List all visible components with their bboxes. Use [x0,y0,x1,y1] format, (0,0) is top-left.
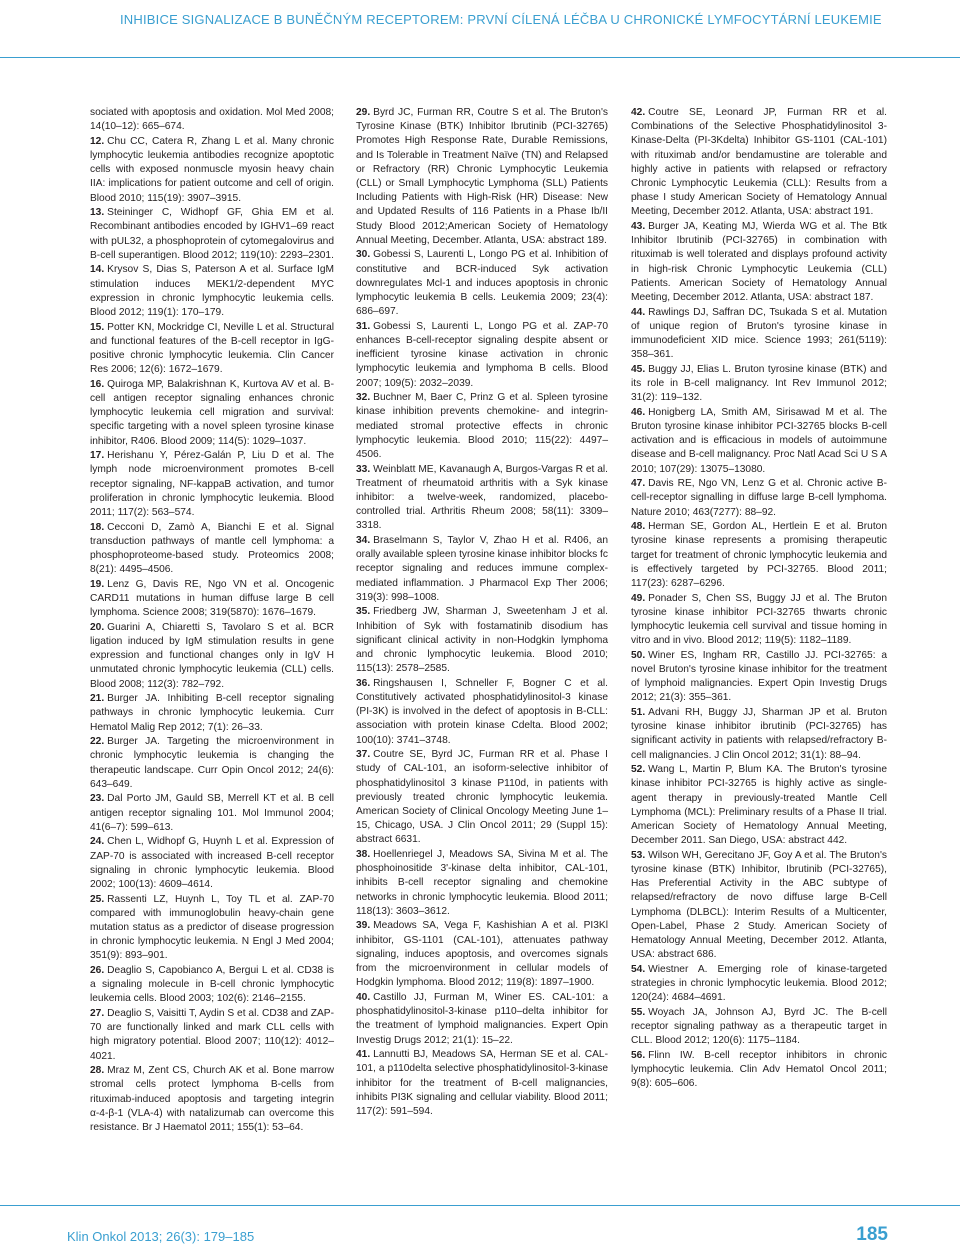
reference-number: 46. [631,406,646,418]
reference-column-right [631,106,887,1092]
reference-entry [356,248,608,319]
reference-text: Rassenti LZ, Huynh L, Toy TL et al. ZAP-70 compared with immunoglobulin heavy-chain gene mutation status as a predictor of disease progression in chronic lymphocytic leukemia. N Engl J Med 2004; 351(9): 893–901. [90,893,334,962]
reference-entry [90,378,334,449]
reference-entry [631,849,887,963]
reference-text: Wang L, Martin P, Blum KA. The Bruton's tyrosine kinase inhibitor PCI-32765 is highly active as single-agent therapy in previously-treated Mantle Cell Lymphoma (MCL): Preliminary results of a Phase II trial. American Society of Hematology Annual Meeting, December 2011. San Diego, USA: abstract 442. [631,764,887,847]
reference-entry [90,321,334,378]
reference-entry [356,991,608,1048]
reference-number: 39. [356,920,371,932]
reference-number: 56. [631,1049,646,1061]
reference-entry [356,748,608,847]
reference-entry [356,848,608,919]
reference-entry [631,592,887,649]
reference-entry [631,1006,887,1049]
reference-text: Rawlings DJ, Saffran DC, Tsukada S et al. Mutation of unique region of Bruton's tyrosine kinase in immunodeficient XID mice. Science 1993; 261(5119): 358–361. [631,306,887,361]
reference-text: Potter KN, Mockridge CI, Neville L et al. Structural and functional features of the B-cell receptor in IgG-positive chronic lymphocytic leukemia. Clin Cancer Res 2006; 12(6): 1672–1679. [90,321,334,376]
reference-entry [90,106,334,134]
reference-number: 40. [356,991,371,1003]
reference-entry [631,106,887,220]
reference-number: 38. [356,849,371,861]
reference-entry [90,1007,334,1064]
reference-number: 44. [631,306,646,318]
reference-text: Buggy JJ, Elias L. Bruton tyrosine kinase (BTK) and its role in B-cell malignancy. Int Rev Immunol 2012; 31(2): 119–132. [631,363,887,404]
reference-entry [90,735,334,792]
reference-entry [90,135,334,206]
reference-text: Herishanu Y, Pérez-Galán P, Liu D et al. The lymph node microenvironment promotes B-cell receptor signaling, NF-kappaB activation, and tumor proliferation in chronic lymphocytic leukemia. Blood 2011; 117(2): 563–574. [90,450,334,519]
reference-text: Advani RH, Buggy JJ, Sharman JP et al. Bruton tyrosine kinase inhibitor ibrutinib (PCI-32765) has significant activity in patients with relapsed/refractory B-cell malignancies. J Clin Oncol 2012; 31(1): 88–94. [631,707,887,761]
reference-entry [90,835,334,892]
reference-entry [90,263,334,320]
reference-entry [356,919,608,990]
reference-text: Castillo JJ, Furman M, Winer ES. CAL-101: a phosphatidylinositol-3-kinase p110–delta inhibitor for the treatment of lymphoid malignancies. Expert Opin Investig Drugs 2012; 21(1): 15–22. [356,991,608,1046]
reference-text: Lannutti BJ, Meadows SA, Herman SE et al. CAL-101, a p110delta selective phosphatidylinositol-3-kinase inhibitor for the treatment of B-cell malignancies, inhibits PI3K signaling and cellular viability. Blood 2011; 117(2): 591–594. [356,1049,608,1117]
reference-number: 20. [90,621,105,633]
reference-number: 34. [356,535,371,547]
journal-citation: Klin Onkol 2013; 26(3): 179–185 [67,1229,255,1244]
reference-text: Byrd JC, Furman RR, Coutre S et al. The Bruton's Tyrosine Kinase (BTK) Inhibitor Ibrutinib (PCI-32765) Promotes High Response Rate, Durable Remissions, and Is Tolerable in Treatment Naïve (TN) and Relapsed or Refractory (RR) Chronic Lymphocytic Leukemia (CLL) or Small Lymphocytic Lymphoma (SLL) Patients Including Patients with High-Risk (HR) Disease: New and Updated Results of 116 Patients in a Phase Ib/II Study Blood 2012;American Society of Hematology Annual Meeting, December. Atlanta, USA: abstract 189. [356,107,608,246]
reference-entry [356,534,608,605]
reference-text: Mraz M, Zent CS, Church AK et al. Bone marrow stromal cells protect lymphoma B-cells from rituximab-induced apoptosis and targeting integrin α-4-β-1 (VLA-4) with natalizumab can overcome this resistance. Br J Haematol 2011; 155(1): 53–64. [90,1065,334,1134]
reference-number: 31. [356,320,371,332]
reference-entry [90,964,334,1007]
reference-number: 51. [631,707,646,719]
reference-number: 25. [90,893,105,905]
reference-entry [631,706,887,763]
reference-number: 18. [90,521,105,533]
reference-text: Dal Porto JM, Gauld SB, Merrell KT et al. B cell antigen receptor signaling 101. Mol Immunol 2004; 41(6–7): 599–613. [90,793,334,833]
page-number: 185 [856,1224,888,1245]
reference-text: Buchner M, Baer C, Prinz G et al. Spleen tyrosine kinase inhibition prevents chemokine- and integrin-mediated stromal protective effects in chronic lymphocytic leukemia. Blood 2010; 115(22): 4497–4506. [356,392,608,461]
reference-number: 42. [631,107,646,118]
reference-number: 54. [631,963,646,975]
reference-text: Wiestner A. Emerging role of kinase-targeted strategies in chronic lymphocytic leukemia. Blood 2012; 120(24): 4684–4691. [631,963,887,1004]
reference-text: Flinn IW. B-cell receptor inhibitors in chronic lymphocytic leukemia. Clin Adv Hematol Oncol 2011; 9(8): 605–606. [631,1049,887,1090]
reference-entry [631,363,887,406]
reference-entry [631,1049,887,1092]
reference-text: Weinblatt ME, Kavanaugh A, Burgos-Vargas R et al. Treatment of rheumatoid arthritis with a Syk kinase inhibitor: a twelve-week, randomized, placebo-controlled trial. Arthritis Rheum 2008; 58(11): 3309–3318. [356,463,608,532]
reference-number: 30. [356,249,371,261]
reference-number: 17. [90,450,105,462]
reference-entry [631,406,887,477]
reference-text: Gobessi S, Laurenti L, Longo PG et al. Inhibition of constitutive and BCR-induced Syk activation downregulates Mcl-1 and induces apoptosis in chronic lymphocytic leukemia B cells. Leukemia 2009; 23(4): 686–697. [356,249,608,318]
reference-text: Meadows SA, Vega F, Kashishian A et al. PI3Kl inhibitor, GS-1101 (CAL-101), attenuates pathway signaling, induces apoptosis, and overcomes signals from the microenvironment in cellular models of Hodgkin lymphoma. Blood 2012; 119(8): 1897–1900. [356,920,608,989]
reference-number: 27. [90,1008,105,1020]
reference-text: Honigberg LA, Smith AM, Sirisawad M et al. The Bruton tyrosine kinase inhibitor PCI-32765 blocks B-cell activation and is efficacious in models of autoimmune disease and B-cell malignancy. Proc Natl Acad Sci U S A 2010; 107(29): 13075–13080. [631,406,887,475]
reference-text: Woyach JA, Johnson AJ, Byrd JC. The B-cell receptor signaling pathway as a therapeutic target in CLL. Blood 2012; 120(6): 1175–1184. [631,1006,887,1047]
reference-entry [356,391,608,462]
reference-text: Braselmann S, Taylor V, Zhao H et al. R406, an orally available spleen tyrosine kinase inhibitor blocks fc receptor signaling and reduces immune complex-mediated inflammation. J Pharmacol Exp Ther 2006; 319(3): 998–1008. [356,535,608,603]
reference-number: 33. [356,463,371,475]
reference-number: 15. [90,321,105,333]
reference-text: Herman SE, Gordon AL, Hertlein E et al. Bruton tyrosine kinase represents a promising therapeutic target for treatment of chronic lymphocytic leukemia and is effectively targeted by PCI-32765. Blood 2011; 117(23): 6287–6296. [631,521,887,590]
reference-text: Ponader S, Chen SS, Buggy JJ et al. The Bruton tyrosine kinase inhibitor PCI-32765 thwarts chronic lymphocytic leukemia cell survival and tissue homing in vitro and in vivo. Blood 2012; 119(5): 1182–1189. [631,592,887,647]
reference-number: 47. [631,478,646,490]
reference-text: Deaglio S, Vaisitti T, Aydin S et al. CD38 and ZAP-70 are functionally linked and mark CLL cells with high migratory potential. Blood 2007; 110(12): 4012–4021. [90,1008,334,1062]
running-title: INHIBICE SIGNALIZACE B BUNĚČNÝM RECEPTOREM: PRVNÍ CÍLENÁ LÉČBA U CHRONICKÉ LYMFOCYTÁRNÍ LEUKEMIE [120,12,882,27]
reference-entry [90,692,334,735]
reference-text: Chu CC, Catera R, Zhang L et al. Many chronic lymphocytic leukemia antibodies recognize apoptotic cells with exposed nonmuscle myosin heavy chain IIA: implications for patient outcome and cell of origin. Blood 2010; 115(19): 3907–3915. [90,135,334,204]
reference-text: Guarini A, Chiaretti S, Tavolaro S et al. BCR ligation induced by IgM stimulation results in gene expression and functional changes only in IgV H unmutated chronic lymphocytic leukemia (CLL) cells. Blood 2008; 112(3): 782–792. [90,621,334,690]
reference-number: 22. [90,736,105,748]
reference-column-middle [356,106,608,1120]
reference-number: 12. [90,135,105,147]
reference-number: 16. [90,378,105,390]
reference-text: Coutre SE, Leonard JP, Furman RR et al. Combinations of the Selective Phosphatidylinositol 3-Kinase-Delta (PI-3Kdelta) Inhibitor GS-1101 (CAL-101) with rituximab and/or bendamustine are tolerable and highly active in patients with relapsed or refractory Chronic Lymphocytic Leukemia (CLL): Results from a phase I study American Society of Hematology Annual Meeting, December 2012. Atlanta, USA: abstract 191. [631,107,887,218]
reference-text: Ringshausen I, Schneller F, Bogner C et al. Constitutively activated phosphatidylinositol-3 kinase (PI-3K) is involved in the defect of apoptosis in B-CLL: association with protein kinase Cdelta. Blood 2002; 100(10): 3741–3748. [356,677,608,746]
reference-number: 21. [90,693,105,705]
reference-number: 48. [631,521,646,533]
reference-number: 35. [356,606,371,618]
reference-entry [356,605,608,676]
reference-text: Burger JA, Keating MJ, Wierda WG et al. The Btk Inhibitor Ibrutinib (PCI-32765) in combination with rituximab is well tolerated and displays profound activity in high-risk Chronic Lymphocytic Leukemia (CLL) Patients. American Society of Hematology Annual Meeting, December 2012. Atlanta, USA: abstract 187. [631,221,887,304]
reference-column-left [90,106,334,1136]
reference-text: Winer ES, Ingham RR, Castillo JJ. PCI-32765: a novel Bruton's tyrosine kinase inhibitor for the treatment of lymphoid malignancies. Expert Opin Investig Drugs 2012; 21(3): 355–361. [631,649,887,704]
reference-entry [356,1048,608,1119]
reference-entry [90,578,334,621]
reference-entry [356,106,608,248]
reference-entry [90,1064,334,1135]
reference-number: 19. [90,578,105,590]
reference-text: sociated with apoptosis and oxidation. Mol Med 2008; 14(10–12): 665–674. [90,107,334,133]
reference-number: 49. [631,592,646,604]
reference-entry [90,449,334,520]
reference-entry [356,463,608,534]
reference-entry [90,893,334,964]
reference-number: 50. [631,649,646,661]
reference-number: 53. [631,849,646,861]
reference-text: Quiroga MP, Balakrishnan K, Kurtova AV et al. B-cell antigen receptor signaling enhances chronic lymphocytic leukemia cell migration and survival: specific targeting with a novel spleen tyrosine kinase inhibitor, R406. Blood 2009; 114(5): 1029–1037. [90,378,334,447]
reference-number: 29. [356,107,371,118]
reference-text: Lenz G, Davis RE, Ngo VN et al. Oncogenic CARD11 mutations in human diffuse large B cell lymphoma. Science 2008; 319(5870): 1676–1679. [90,578,334,619]
reference-entry [631,649,887,706]
reference-number: 45. [631,363,646,375]
reference-number: 37. [356,749,371,761]
reference-entry [631,306,887,363]
reference-text: Hoellenriegel J, Meadows SA, Sivina M et al. The phosphoinositide 3'-kinase delta inhibitor, CAL-101, inhibits B-cell receptor signaling and chemokine networks in chronic lymphocytic leukemia. Blood 2011; 118(13): 3603–3612. [356,849,608,917]
reference-number: 26. [90,965,105,977]
reference-text: Krysov S, Dias S, Paterson A et al. Surface IgM stimulation induces MEK1/2-dependent MYC expression in chronic lymphocytic leukemia cells. Blood 2012; 119(1): 170–179. [90,264,334,319]
reference-entry [631,520,887,591]
reference-text: Wilson WH, Gerecitano JF, Goy A et al. The Bruton's tyrosine kinase (BTK) Inhibitor, Ibrutinib (PCI-32765), Has Preferential Activity in the ABC subtype of relapsed/refractory de novo diffuse large B-Cell Lymphoma (DLBCL): Interim Results of a Multicenter, Open-Label, Phase 2 Study. American Society of Hematology Annual Meeting, December 2012. Atlanta, USA: abstract 686. [631,849,887,961]
reference-number: 36. [356,677,371,689]
reference-text: Steininger C, Widhopf GF, Ghia EM et al. Recombinant antibodies encoded by IGHV1–69 react with pUL32, a phosphoprotein of cytomegalovirus and B-cell superantigen. Blood 2012; 119(10): 2293–2301. [90,207,334,261]
reference-entry [90,521,334,578]
reference-entry [356,320,608,391]
reference-number: 43. [631,221,646,233]
reference-number: 41. [356,1049,371,1061]
reference-entry [90,621,334,692]
reference-entry [631,477,887,520]
reference-number: 23. [90,793,105,805]
reference-text: Cecconi D, Zamò A, Bianchi E et al. Signal transduction pathways of mantle cell lymphoma: a phosphoproteome-based study. Proteomics 2008; 8(21): 4495–4506. [90,521,334,576]
reference-entry [631,963,887,1006]
reference-text: Deaglio S, Capobianco A, Bergui L et al. CD38 is a signaling molecule in B-cell chronic lymphocytic leukemia cells. Blood 2003; 102(6): 2146–2155. [90,965,334,1005]
reference-entry [631,763,887,848]
reference-text: Friedberg JW, Sharman J, Sweetenham J et al. Inhibition of Syk with fostamatinib disodium has significant clinical activity in non-Hodgkin lymphoma and chronic lymphocytic leukemia. Blood 2010; 115(13): 2578–2585. [356,606,608,675]
reference-text: Davis RE, Ngo VN, Lenz G et al. Chronic active B-cell-receptor signalling in diffuse large B-cell lymphoma. Nature 2010; 463(7277): 88–92. [631,478,887,518]
reference-number: 14. [90,264,105,276]
reference-number: 13. [90,207,105,219]
reference-entry [90,792,334,835]
reference-number: 32. [356,392,371,404]
reference-number: 52. [631,764,646,776]
reference-number: 55. [631,1006,646,1018]
reference-number: 28. [90,1065,105,1077]
reference-number: 24. [90,836,105,848]
reference-entry [631,220,887,305]
reference-entry [356,677,608,748]
reference-text: Gobessi S, Laurenti L, Longo PG et al. ZAP-70 enhances B-cell-receptor signaling despite absent or inefficient tyrosine kinase activation in chronic lymphocytic leukemia and lymphoma B cells. Blood 2007; 109(5): 2032–2039. [356,320,608,389]
reference-entry [90,206,334,263]
reference-text: Burger JA. Inhibiting B-cell receptor signaling pathways in chronic lymphocytic leukemia. Curr Hematol Malig Rep 2012; 7(1): 26–33. [90,693,334,733]
footer-divider [0,1205,960,1206]
reference-text: Coutre SE, Byrd JC, Furman RR et al. Phase I study of CAL-101, an isoform-selective inhibitor of phosphatidylinositol 3 kinase P110d, in patients with previously treated chronic lymphocytic leukemia. American Society of Clinical Oncology Meeting June 1–15, Chicago, USA. J Clin Oncol 2011; 29 (Suppl 15): abstract 6631. [356,749,608,846]
reference-text: Chen L, Widhopf G, Huynh L et al. Expression of ZAP-70 is associated with increased B-cell receptor signaling in chronic lymphocytic leukemia. Blood 2002; 100(13): 4609–4614. [90,836,334,891]
reference-text: Burger JA. Targeting the microenvironment in chronic lymphocytic leukemia is changing the therapeutic landscape. Curr Opin Oncol 2012; 24(6): 643–649. [90,736,334,790]
